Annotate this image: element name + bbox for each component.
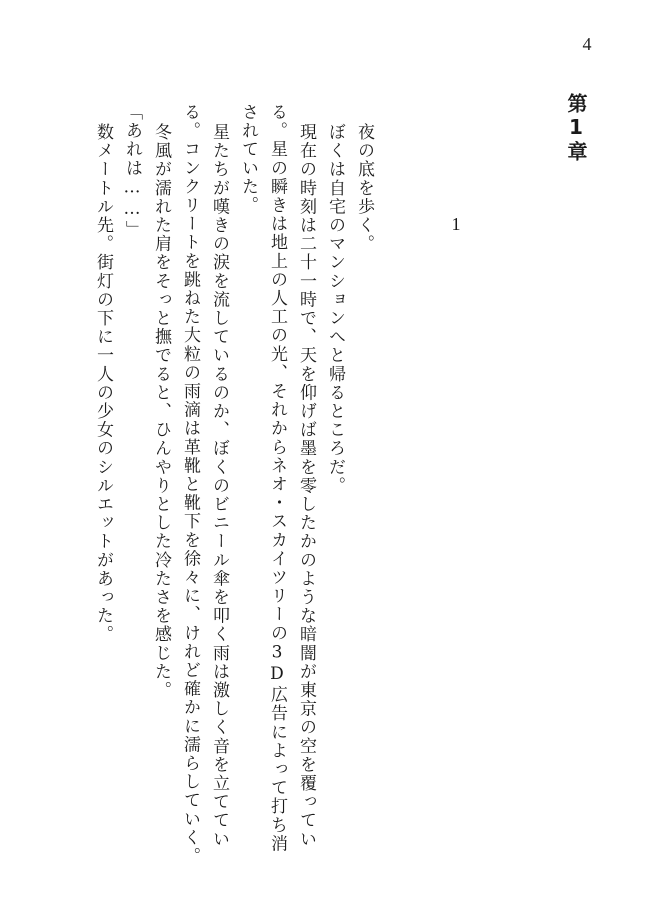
body-line-3: 現在の時刻は二十一時で、天を仰げば墨を零したかのような暗闇が東京の空を覆ってい (296, 123, 316, 849)
body-line-1: 夜の底を歩く。 (354, 123, 374, 254)
body-line-8: 冬風が濡れた肩をそっと撫でると、ひんやりとした冷たさを感じた。 (151, 123, 171, 700)
body-line-10: 数メートル先。街灯の下に一人の少女のシルエットがあった。 (93, 123, 113, 644)
body-line-6: 星たちが嘆きの涙を流しているのか、ぼくのビニール傘を叩く雨は激しく音を立ててい (209, 123, 229, 849)
body-line-9: 「あれは……」 (122, 103, 142, 240)
chapter-title: 第1章 (564, 93, 588, 163)
page-number: 4 (582, 34, 592, 54)
body-line-2: ぼくは自宅のマンションへと帰るところだ。 (325, 123, 345, 495)
body-line-5: されていた。 (238, 103, 258, 215)
body-line-7: る。コンクリートを跳ねた大粒の雨滴は革靴と靴下を徐々に、けれど確かに濡らしていく。 (180, 103, 200, 866)
section-number: 1 (451, 214, 461, 234)
body-line-4: る。星の瞬きは地上の人工の光、それからネオ・スカイツリーの3D広告によって打ち消 (267, 103, 287, 853)
